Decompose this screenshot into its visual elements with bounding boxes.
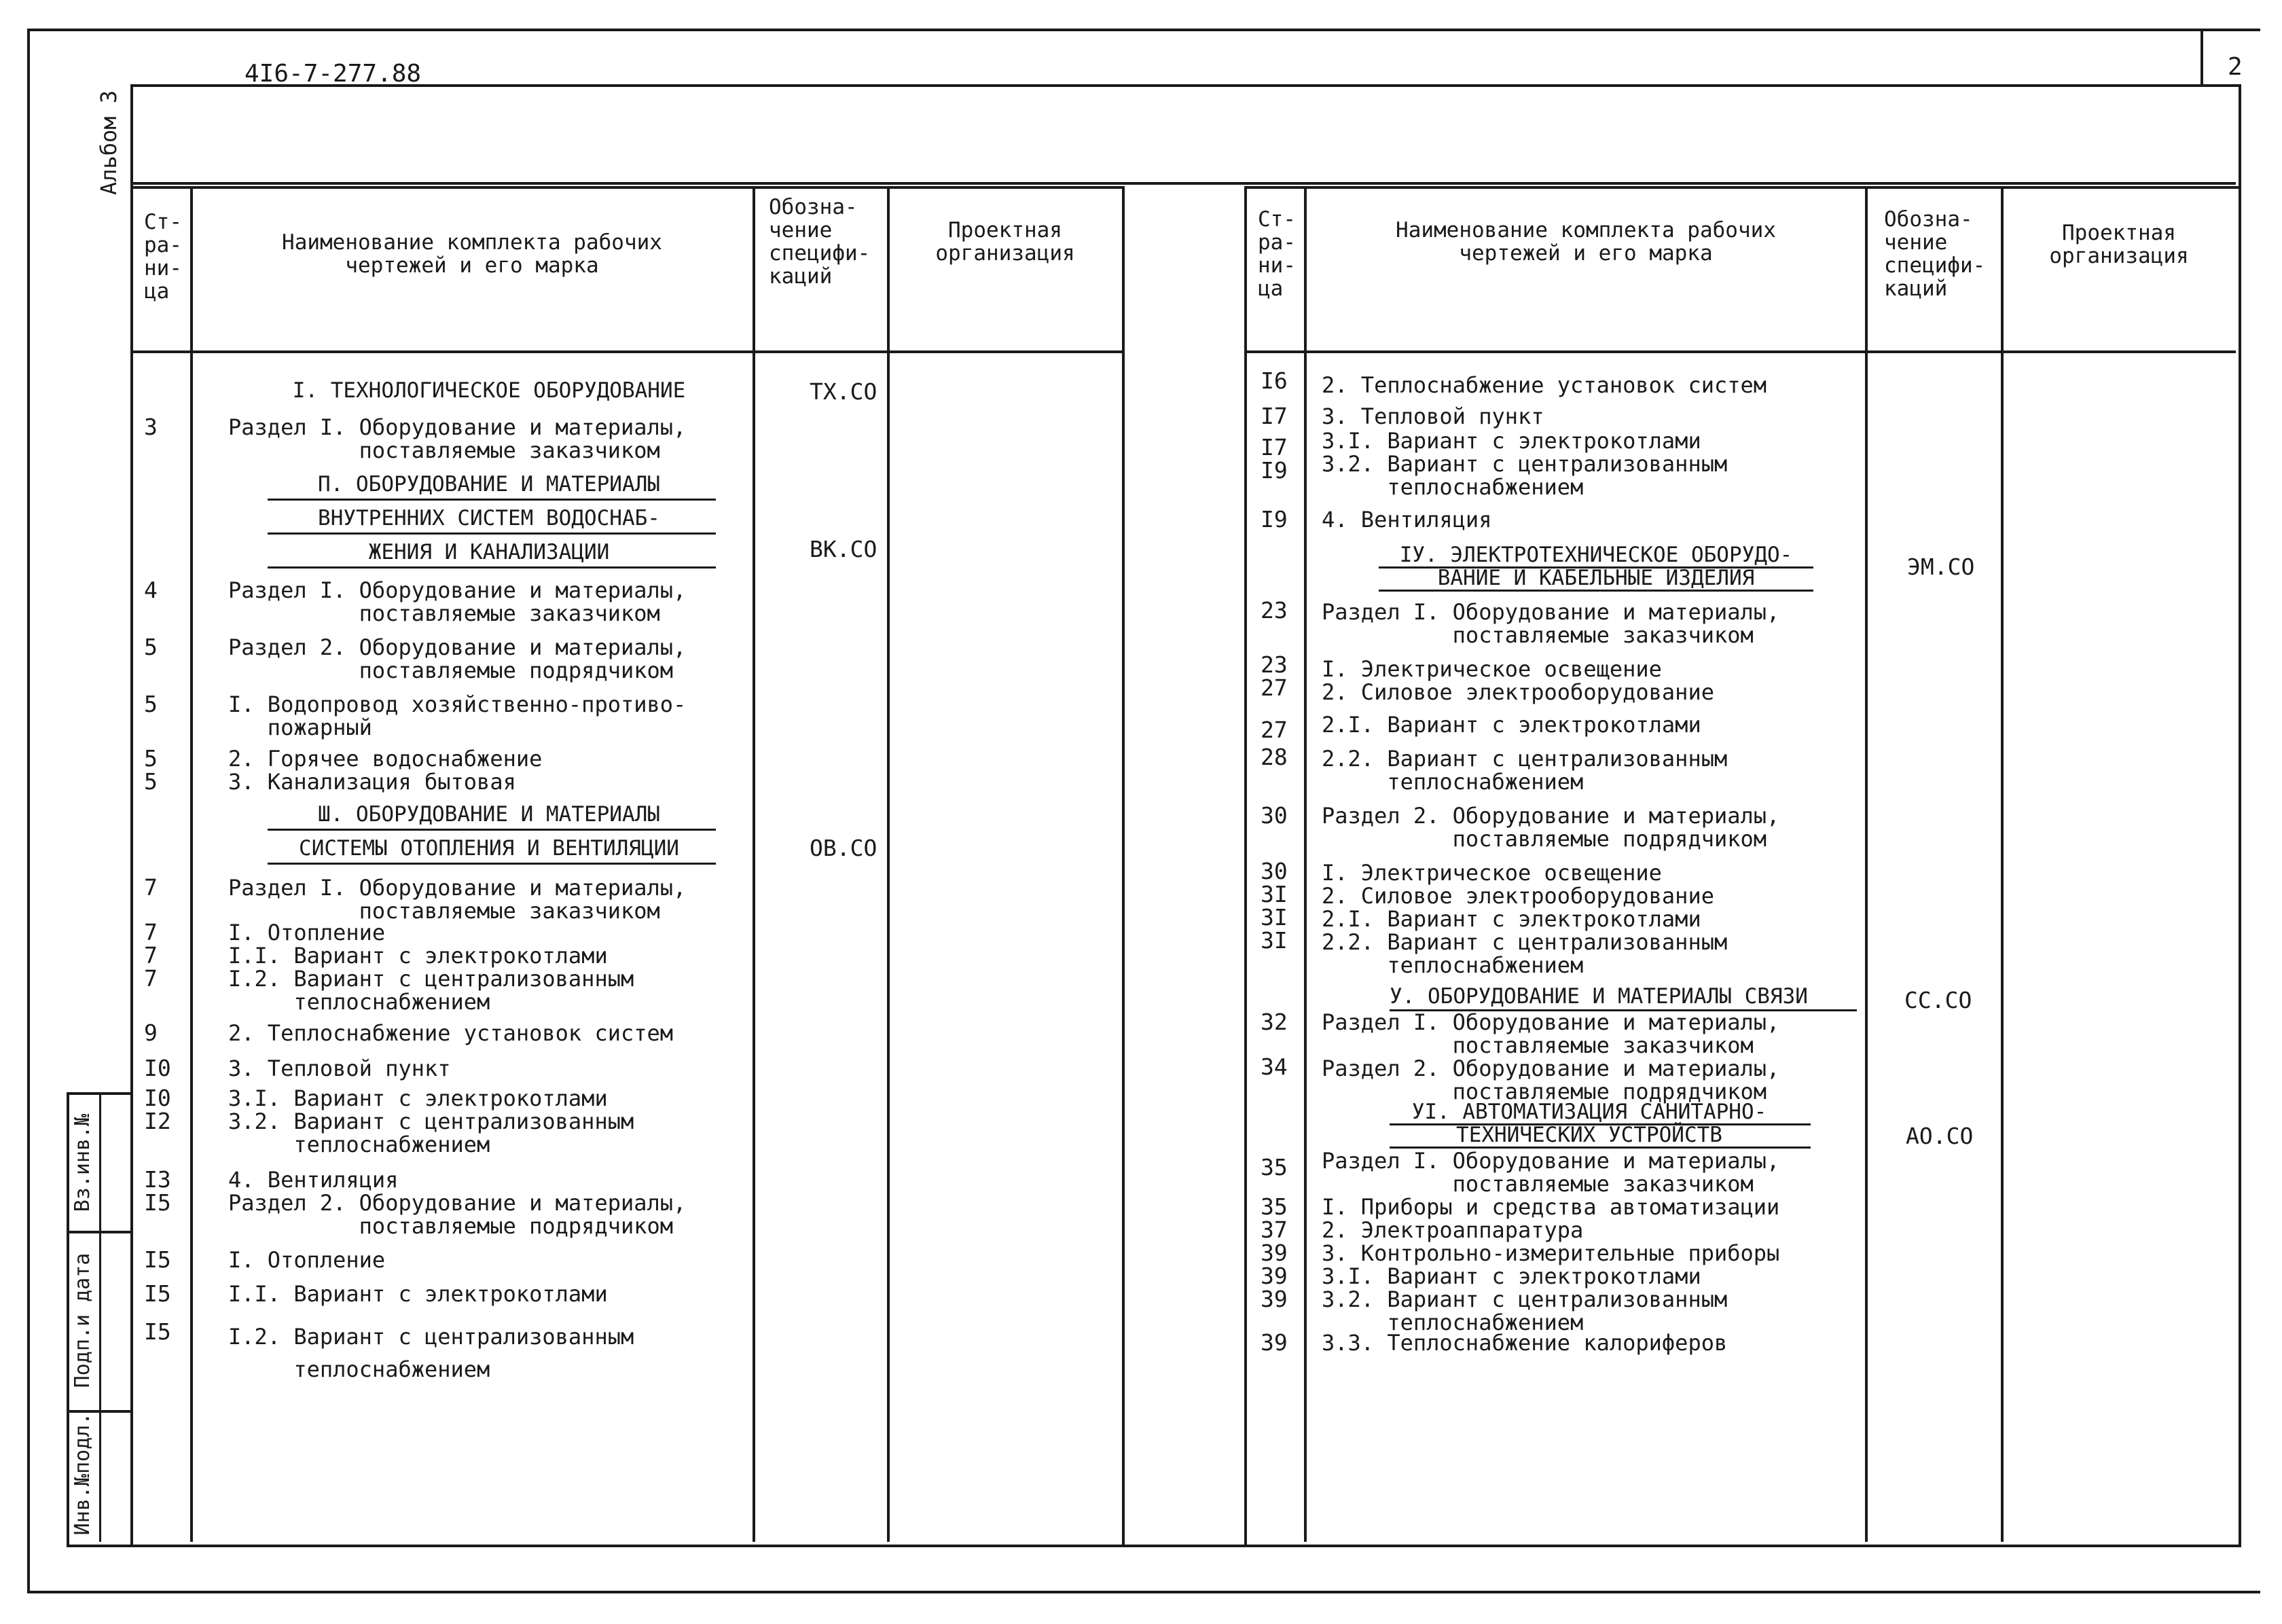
- left-header-code: Обозна- чение специфи- каций: [769, 195, 871, 289]
- left-row-page: 3: [144, 414, 158, 440]
- underline: [1379, 590, 1813, 592]
- right-col-line-2: [1865, 186, 1868, 1542]
- right-header-code: Обозна- чение специфи- каций: [1884, 207, 1986, 301]
- right-row-text: Раздел 2. Оборудование и материалы, поставляемые подрядчиком: [1322, 1055, 1780, 1104]
- right-row-page: 23 27: [1261, 651, 1288, 701]
- left-header-org: Проектная организация: [935, 218, 1075, 266]
- album-label: Альбом 3: [96, 90, 122, 196]
- left-row-text: I.2. Вариант с централизованным теплоснабжением: [228, 1324, 634, 1382]
- right-section-title: IУ. ЭЛЕКТРОТЕХНИЧЕСКОЕ ОБОРУДО- ВАНИЕ И КАБЕЛЬНЫЕ ИЗДЕЛИЯ: [1399, 543, 1793, 590]
- left-row-page: I5: [144, 1318, 171, 1345]
- left-row-text: 3.I. Вариант с электрокотлами 3.2. Вариант с централизованным теплоснабжением: [228, 1085, 634, 1157]
- right-header-line: [1244, 350, 2236, 353]
- left-col-line-1: [190, 186, 193, 1542]
- left-col-line-2: [753, 186, 755, 1542]
- stamp-sign-label: Подп.и дата: [71, 1252, 94, 1388]
- right-row-text: Раздел I. Оборудование и материалы, поставляемые заказчиком: [1322, 1148, 1780, 1197]
- left-row-page: I0 I2: [144, 1085, 171, 1134]
- left-section-line: П. ОБОРУДОВАНИЕ И МАТЕРИАЛЫ ВНУТРЕННИХ СИСТЕМ ВОДОСНАБ- ЖЕНИЯ И КАНАЛИЗАЦИИ: [318, 472, 660, 564]
- left-row-text: Раздел I. Оборудование и материалы, поставляемые заказчиком: [228, 414, 687, 463]
- left-row-page: 5: [144, 634, 158, 660]
- right-row-page: 35: [1261, 1154, 1288, 1180]
- right-row-text: 3.I. Вариант с электрокотлами 3.2. Вариант с централизованным теплоснабжением: [1322, 428, 1728, 500]
- left-section-line: Ш. ОБОРУДОВАНИЕ И МАТЕРИАЛЫ СИСТЕМЫ ОТОПЛЕНИЯ И ВЕНТИЛЯЦИИ: [299, 802, 679, 861]
- right-section-title: У. ОБОРУДОВАНИЕ И МАТЕРИАЛЫ СВЯЗИ: [1390, 984, 1808, 1009]
- left-row-text: 2. Горячее водоснабжение 3. Канализация бытовая: [228, 746, 543, 795]
- left-row-page: 7 7 7: [144, 919, 158, 992]
- left-row-page: 5 5: [144, 745, 158, 795]
- underline: [1379, 566, 1813, 569]
- right-row-text: 2.2. Вариант с централизованным теплоснабжением: [1322, 746, 1728, 795]
- left-header-name: Наименование комплекта рабочих чертежей и его марка: [282, 230, 662, 278]
- title-strip-line: [130, 182, 2236, 185]
- sheet-number-box: [2200, 29, 2203, 84]
- left-row-text: Раздел I. Оборудование и материалы, поставляемые заказчиком: [228, 875, 687, 924]
- right-row-text: Раздел I. Оборудование и материалы, поставляемые заказчиком: [1322, 599, 1780, 648]
- right-row-code: СС.СО: [1904, 987, 1972, 1013]
- right-row-text: 4. Вентиляция: [1322, 507, 1492, 533]
- right-row-code: АО.СО: [1906, 1123, 1974, 1149]
- left-row-text: I. Отопление I.I. Вариант с электрокотлами I.2. Вариант с централизованным теплоснабжением: [228, 920, 634, 1015]
- right-section-title: УI. АВТОМАТИЗАЦИЯ САНИТАРНО- ТЕХНИЧЕСКИХ УСТРОЙСТВ: [1411, 1100, 1767, 1147]
- underline: [268, 499, 716, 501]
- right-row-page: 39: [1261, 1329, 1288, 1356]
- right-row-page: 35 37 39 39 39: [1261, 1193, 1288, 1312]
- right-row-page: I9: [1261, 506, 1288, 533]
- left-row-page: I0: [144, 1055, 171, 1081]
- right-header-org: Проектная организация: [2049, 221, 2189, 268]
- underline: [268, 863, 716, 865]
- right-row-page: 27: [1261, 717, 1288, 743]
- left-row-page: I3 I5: [144, 1166, 171, 1216]
- left-row-page: 9: [144, 1019, 158, 1046]
- right-row-page: 23: [1261, 597, 1288, 624]
- right-row-page: 28: [1261, 744, 1288, 770]
- left-row-text: 3. Тепловой пункт: [228, 1055, 451, 1081]
- underline: [268, 829, 716, 831]
- right-row-text: Раздел 2. Оборудование и материалы, поставляемые подрядчиком: [1322, 803, 1780, 852]
- left-row-page: I5: [144, 1280, 171, 1307]
- stamp-vzinv-label: Вз.инв.№: [71, 1113, 94, 1212]
- right-row-text: 3.3. Теплоснабжение калориферов: [1322, 1330, 1728, 1356]
- right-row-text: 2.I. Вариант с электрокотлами: [1322, 712, 1701, 738]
- left-col-line-3: [887, 186, 890, 1542]
- left-row-code: ОВ.СО: [810, 835, 877, 861]
- right-row-text: 3. Тепловой пункт: [1322, 403, 1544, 429]
- left-row-code: ВК.СО: [810, 536, 877, 562]
- stamp-divider-v: [99, 1092, 101, 1542]
- right-col-line-3: [2001, 186, 2004, 1542]
- left-row-page: I5: [144, 1246, 171, 1273]
- left-row-page: 7: [144, 874, 158, 901]
- underline: [1390, 1123, 1811, 1125]
- right-header-name: Наименование комплекта рабочих чертежей и его марка: [1396, 218, 1776, 266]
- left-row-text: 2. Теплоснабжение установок систем: [228, 1020, 674, 1046]
- left-section-title: [258, 797, 720, 867]
- underline: [268, 533, 716, 535]
- right-row-page: 34: [1261, 1053, 1288, 1080]
- right-row-text: 2. Теплоснабжение установок систем: [1322, 372, 1767, 398]
- left-row-page: 5: [144, 691, 158, 717]
- right-row-page: I7 I9: [1261, 434, 1288, 484]
- left-row-text: 4. Вентиляция Раздел 2. Оборудование и материалы, поставляемые подрядчиком: [228, 1167, 687, 1239]
- left-header-page: Ст- ра- ни- ца: [144, 210, 182, 304]
- document-code: 4I6-7-277.88: [244, 60, 422, 88]
- left-row-text: I.I. Вариант с электрокотлами: [228, 1281, 608, 1307]
- right-row-code: ЭМ.СО: [1907, 554, 1975, 580]
- right-row-page: 30 3I 3I 3I: [1261, 858, 1288, 954]
- right-row-page: I6: [1261, 367, 1288, 394]
- left-row-page: 4: [144, 577, 158, 603]
- right-row-page: I7: [1261, 403, 1288, 429]
- right-header-page: Ст- ра- ни- ца: [1258, 207, 1296, 301]
- right-col-line-1: [1304, 186, 1307, 1542]
- left-row-text: Раздел I. Оборудование и материалы, поставляемые заказчиком: [228, 577, 687, 626]
- left-section-title: I. ТЕХНОЛОГИЧЕСКОЕ ОБОРУДОВАНИЕ: [292, 378, 686, 403]
- sheet-number: 2: [2228, 53, 2243, 81]
- underline: [268, 566, 716, 569]
- left-row-text: I. Отопление: [228, 1247, 386, 1273]
- stamp-inv-label: Инв.№подл.: [71, 1412, 94, 1536]
- right-row-text: I. Электрическое освещение 2. Силовое электрооборудование: [1322, 656, 1714, 705]
- left-row-text: Раздел 2. Оборудование и материалы, поставляемые подрядчиком: [228, 634, 687, 683]
- right-row-text: I. Электрическое освещение 2. Силовое электрооборудование 2.I. Вариант с электрокотлами 2.2. Вариант с централизованным теплоснабжением: [1322, 860, 1728, 978]
- right-row-page: 32: [1261, 1009, 1288, 1035]
- right-row-page: 30: [1261, 802, 1288, 829]
- left-row-code: ТХ.СО: [810, 378, 877, 405]
- left-row-text: I. Водопровод хозяйственно-противо- пожарный: [228, 691, 687, 740]
- right-row-text: I. Приборы и средства автоматизации 2. Электроаппаратура 3. Контрольно-измерительные приборы 3.I. Вариант с электрокотлами 3.2. Вариант с централизованным теплоснабжением: [1322, 1194, 1780, 1335]
- left-header-line: [130, 350, 1125, 353]
- right-row-text: Раздел I. Оборудование и материалы, поставляемые заказчиком: [1322, 1009, 1780, 1058]
- left-section-title: [258, 467, 720, 571]
